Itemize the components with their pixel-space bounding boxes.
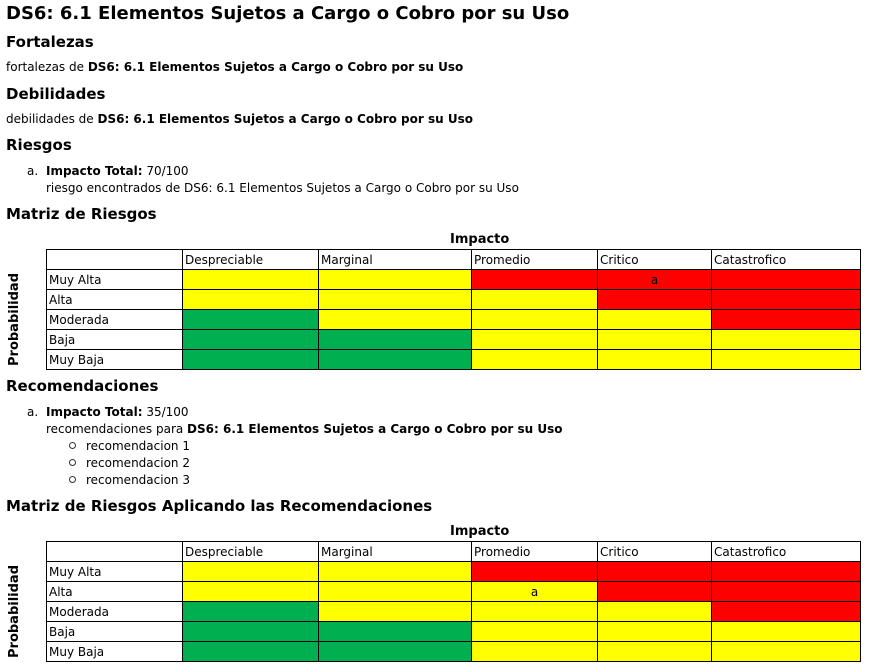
matrix-cell <box>598 310 712 330</box>
riesgos-heading: Riesgos <box>6 136 72 154</box>
matriz2-prob-axis: Probabilidad <box>7 564 22 658</box>
matriz2-heading: Matriz de Riesgos Aplicando las Recomendaciones <box>6 497 433 515</box>
matrix-column-header: Despreciable <box>183 250 319 270</box>
matrix-column-header: Critico <box>598 542 712 562</box>
fortalezas-heading: Fortalezas <box>6 33 94 51</box>
matrix-cell <box>712 270 861 290</box>
fortalezas-subject: DS6: 6.1 Elementos Sujetos a Cargo o Cobro por su Uso <box>87 60 464 74</box>
matrix-cell <box>183 562 319 582</box>
matrix-corner-cell <box>47 250 183 270</box>
circle-bullet-icon <box>69 442 76 449</box>
matrix-cell <box>712 310 861 330</box>
table-row <box>47 330 861 350</box>
page-title: DS6: 6.1 Elementos Sujetos a Cargo o Cobro por su Uso <box>6 3 570 24</box>
list-item-label: recomendacion 1 <box>86 439 190 453</box>
riesgos-description: riesgo encontrados de DS6: 6.1 Elementos Sujetos a Cargo o Cobro por su Uso <box>46 181 519 195</box>
matrix-cell <box>183 602 319 622</box>
matrix-row-header: Moderada <box>47 602 183 622</box>
matrix-column-header: Catastrofico <box>712 250 861 270</box>
matrix-column-header: Marginal <box>319 250 472 270</box>
debilidades-subject: DS6: 6.1 Elementos Sujetos a Cargo o Cobro por su Uso <box>97 112 473 126</box>
recomendaciones-prefix: recomendaciones para <box>46 422 188 436</box>
matrix-header-row <box>47 250 861 270</box>
list-item <box>69 439 190 453</box>
matrix-cell <box>319 562 472 582</box>
matrix-cell <box>598 622 712 642</box>
matrix-cell <box>183 330 319 350</box>
matrix-cell <box>183 582 319 602</box>
matrix-cell <box>319 350 472 370</box>
matrix-cell <box>712 562 861 582</box>
matrix-cell <box>183 310 319 330</box>
matrix-cell <box>712 642 861 662</box>
risk-matrix-after <box>46 541 861 662</box>
matrix-cell <box>319 622 472 642</box>
matrix-row-header: Alta <box>47 290 183 310</box>
matrix-cell <box>319 310 472 330</box>
matrix-cell <box>319 582 472 602</box>
matrix-cell <box>598 582 712 602</box>
matrix-cell <box>472 350 598 370</box>
table-row <box>47 642 861 662</box>
matrix-cell <box>183 350 319 370</box>
circle-bullet-icon <box>69 476 76 483</box>
matrix-cell: a <box>598 270 712 290</box>
matrix-cell <box>472 642 598 662</box>
matrix-row-header: Muy Alta <box>47 562 183 582</box>
matrix-row-header: Baja <box>47 622 183 642</box>
table-row <box>47 582 861 602</box>
matrix-cell <box>712 622 861 642</box>
matrix-cell <box>183 642 319 662</box>
debilidades-heading: Debilidades <box>6 85 106 103</box>
matrix-cell <box>183 622 319 642</box>
table-row <box>47 562 861 582</box>
matrix-cell <box>183 270 319 290</box>
matriz1-impact-axis: Impacto <box>450 232 510 247</box>
matrix-cell <box>472 310 598 330</box>
table-row <box>47 310 861 330</box>
matrix-column-header: Despreciable <box>183 542 319 562</box>
debilidades-text <box>6 112 473 126</box>
fortalezas-prefix: fortalezas de <box>6 60 88 74</box>
recomendaciones-marker: a. <box>27 405 39 419</box>
matrix-column-header: Promedio <box>472 250 598 270</box>
matrix-row-header: Muy Baja <box>47 350 183 370</box>
matrix-cell <box>598 330 712 350</box>
matrix-cell <box>319 330 472 350</box>
matrix-cell <box>712 602 861 622</box>
matrix-cell <box>598 350 712 370</box>
matrix-cell <box>472 562 598 582</box>
matrix-cell <box>319 602 472 622</box>
recomendaciones-impact-value: 35/100 <box>142 405 189 419</box>
list-item <box>69 456 190 470</box>
matrix-cell <box>712 330 861 350</box>
matrix-cell <box>598 642 712 662</box>
matrix-column-header: Promedio <box>472 542 598 562</box>
table-row <box>47 270 861 290</box>
matrix-cell <box>472 270 598 290</box>
matrix-cell <box>712 290 861 310</box>
list-item-label: recomendacion 3 <box>86 473 190 487</box>
matrix-cell <box>472 330 598 350</box>
recomendaciones-impact-label: Impacto Total: <box>46 405 143 419</box>
list-item <box>69 473 190 487</box>
circle-bullet-icon <box>69 459 76 466</box>
matrix-row-header: Alta <box>47 582 183 602</box>
matrix-cell <box>472 622 598 642</box>
matrix-cell <box>598 290 712 310</box>
riesgos-impact-label: Impacto Total: <box>46 164 143 178</box>
riesgos-impact-value: 70/100 <box>142 164 189 178</box>
recomendaciones-impact <box>46 405 189 419</box>
matrix-cell <box>598 562 712 582</box>
matrix-corner-cell <box>47 542 183 562</box>
table-row <box>47 602 861 622</box>
matrix-cell <box>319 290 472 310</box>
riesgos-impact <box>46 164 189 178</box>
matrix-cell <box>712 582 861 602</box>
table-row <box>47 290 861 310</box>
matrix-column-header: Catastrofico <box>712 542 861 562</box>
matrix-cell: a <box>472 582 598 602</box>
list-item-label: recomendacion 2 <box>86 456 190 470</box>
matrix-cell <box>319 642 472 662</box>
matrix-row-header: Moderada <box>47 310 183 330</box>
matrix-row-header: Muy Alta <box>47 270 183 290</box>
matrix-cell <box>183 290 319 310</box>
matrix-row-header: Muy Baja <box>47 642 183 662</box>
matrix-cell <box>472 602 598 622</box>
matrix-cell <box>472 290 598 310</box>
matrix-cell <box>712 350 861 370</box>
matrix-cell <box>598 602 712 622</box>
recomendaciones-subject: DS6: 6.1 Elementos Sujetos a Cargo o Cobro por su Uso <box>187 422 563 436</box>
table-row <box>47 350 861 370</box>
fortalezas-text <box>6 60 463 74</box>
recomendaciones-heading: Recomendaciones <box>6 377 159 395</box>
matrix-cell <box>319 270 472 290</box>
matriz1-heading: Matriz de Riesgos <box>6 205 157 223</box>
risk-matrix <box>46 249 861 370</box>
matrix-row-header: Baja <box>47 330 183 350</box>
matrix-column-header: Marginal <box>319 542 472 562</box>
riesgos-marker: a. <box>27 164 39 178</box>
matrix-column-header: Critico <box>598 250 712 270</box>
matrix-header-row <box>47 542 861 562</box>
debilidades-prefix: debilidades de <box>6 112 98 126</box>
table-row <box>47 622 861 642</box>
matriz2-impact-axis: Impacto <box>450 524 510 539</box>
recomendaciones-text <box>46 422 563 436</box>
matriz1-prob-axis: Probabilidad <box>7 272 22 366</box>
